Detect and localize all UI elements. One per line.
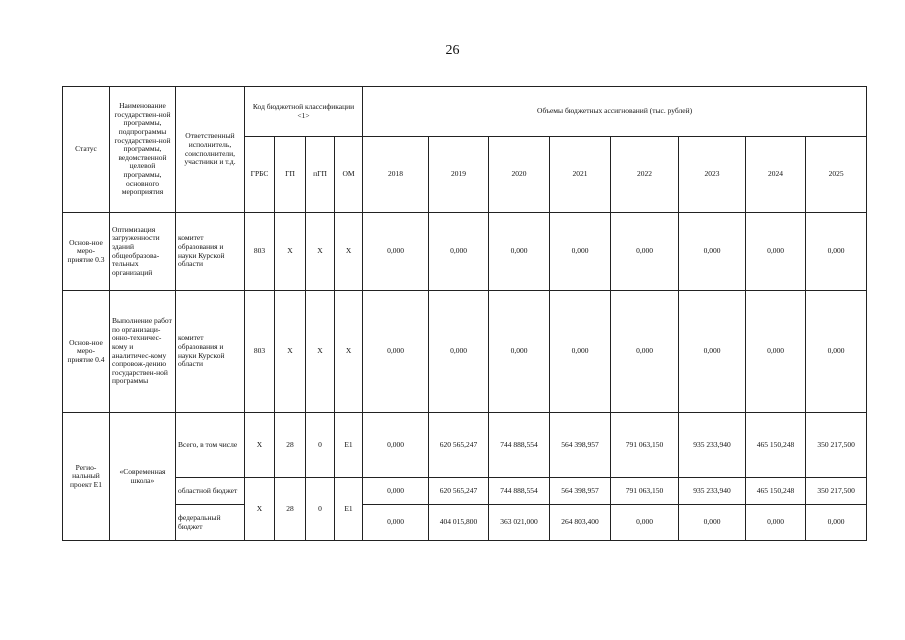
- row-code: Х: [275, 213, 306, 291]
- page-number: 26: [445, 43, 460, 58]
- row-value: 564 398,957: [550, 478, 611, 505]
- row-name: Оптимизация загруженности зданий общеобразова-тельных организаций: [110, 213, 176, 291]
- header-code-col: ГП: [275, 137, 306, 213]
- header-volume-group: Объемы бюджетных ассигнований (тыс. рублей): [363, 87, 867, 137]
- row-code: Х: [335, 213, 363, 291]
- row-value: 0,000: [363, 291, 429, 413]
- table-row: [63, 413, 867, 478]
- header-code-col: пГП: [306, 137, 335, 213]
- header-year: 2020: [489, 137, 550, 213]
- header-responsible: Ответственный исполнитель, соисполнители, участники и т.д.: [176, 87, 245, 213]
- row-value: 0,000: [363, 478, 429, 505]
- header-year: 2023: [679, 137, 746, 213]
- table-row: [63, 505, 867, 541]
- row-value: 0,000: [746, 291, 806, 413]
- row-value: 620 565,247: [429, 413, 489, 478]
- header-row-1: [63, 87, 867, 137]
- row-responsible: Всего, в том числе: [176, 413, 245, 478]
- row-value: 0,000: [429, 291, 489, 413]
- row-value: 0,000: [611, 505, 679, 541]
- header-year: 2018: [363, 137, 429, 213]
- row-value: 0,000: [806, 291, 867, 413]
- row-value: 0,000: [550, 213, 611, 291]
- row-value: 0,000: [806, 213, 867, 291]
- row-responsible: комитет образования и науки Курской области: [176, 213, 245, 291]
- row-code: Х: [275, 291, 306, 413]
- row-value: 350 217,500: [806, 478, 867, 505]
- row-code: Х: [335, 291, 363, 413]
- row-value: 935 233,940: [679, 413, 746, 478]
- row-code: 803: [245, 213, 275, 291]
- row-code: Х: [245, 413, 275, 478]
- table-row: [63, 291, 867, 413]
- row-value: 0,000: [679, 291, 746, 413]
- row-value: 744 888,554: [489, 478, 550, 505]
- row-code: Е1: [335, 413, 363, 478]
- row-value: 935 233,940: [679, 478, 746, 505]
- row-value: 0,000: [806, 505, 867, 541]
- row-value: 0,000: [489, 213, 550, 291]
- row-code: 28: [275, 413, 306, 478]
- header-year: 2019: [429, 137, 489, 213]
- row-name: Выполнение работ по организаци-онно-техничес-кому и аналитичес-кому сопровож-дению государствен-ной программы: [110, 291, 176, 413]
- header-year: 2022: [611, 137, 679, 213]
- row-value: 564 398,957: [550, 413, 611, 478]
- row-responsible: комитет образования и науки Курской области: [176, 291, 245, 413]
- row-code: Е1: [335, 478, 363, 541]
- header-status: Статус: [63, 87, 110, 213]
- row-code: 0: [306, 478, 335, 541]
- row-code: 0: [306, 413, 335, 478]
- row-value: 465 150,248: [746, 413, 806, 478]
- row-value: 0,000: [363, 213, 429, 291]
- row-value: 744 888,554: [489, 413, 550, 478]
- row-value: 264 803,400: [550, 505, 611, 541]
- header-name: Наименование государствен-ной программы, подпрограммы государствен-ной программы, ведомственной целевой программы, основного мероприятия: [110, 87, 176, 213]
- header-year: 2024: [746, 137, 806, 213]
- row-value: 0,000: [363, 413, 429, 478]
- row-code: Х: [245, 478, 275, 541]
- row-code: Х: [306, 291, 335, 413]
- row-value: 0,000: [746, 213, 806, 291]
- row-value: 465 150,248: [746, 478, 806, 505]
- row-value: 0,000: [363, 505, 429, 541]
- header-code-col: ОМ: [335, 137, 363, 213]
- row-code: 28: [275, 478, 306, 541]
- row-value: 0,000: [611, 213, 679, 291]
- header-year: 2021: [550, 137, 611, 213]
- header-code-col: ГРБС: [245, 137, 275, 213]
- row-value: 0,000: [429, 213, 489, 291]
- row-responsible: областной бюджет: [176, 478, 245, 505]
- row-value: 0,000: [679, 213, 746, 291]
- row-value: 363 021,000: [489, 505, 550, 541]
- row-value: 0,000: [550, 291, 611, 413]
- row-status: Основ-ное меро-приятие 0.4: [63, 291, 110, 413]
- header-year: 2025: [806, 137, 867, 213]
- row-responsible: федеральный бюджет: [176, 505, 245, 541]
- table-row: [63, 478, 867, 505]
- row-value: 791 063,150: [611, 413, 679, 478]
- row-status: Основ-ное меро-приятие 0.3: [63, 213, 110, 291]
- row-code: Х: [306, 213, 335, 291]
- budget-table: [62, 86, 867, 541]
- row-value: 620 565,247: [429, 478, 489, 505]
- row-name: «Современная школа»: [110, 413, 176, 541]
- row-value: 350 217,500: [806, 413, 867, 478]
- row-status: Регио-нальный проект Е1: [63, 413, 110, 541]
- row-value: 791 063,150: [611, 478, 679, 505]
- row-code: 803: [245, 291, 275, 413]
- table-row: [63, 213, 867, 291]
- row-value: 0,000: [746, 505, 806, 541]
- header-code-group: Код бюджетной классификации <1>: [245, 87, 363, 137]
- row-value: 404 015,800: [429, 505, 489, 541]
- row-value: 0,000: [611, 291, 679, 413]
- row-value: 0,000: [679, 505, 746, 541]
- row-value: 0,000: [489, 291, 550, 413]
